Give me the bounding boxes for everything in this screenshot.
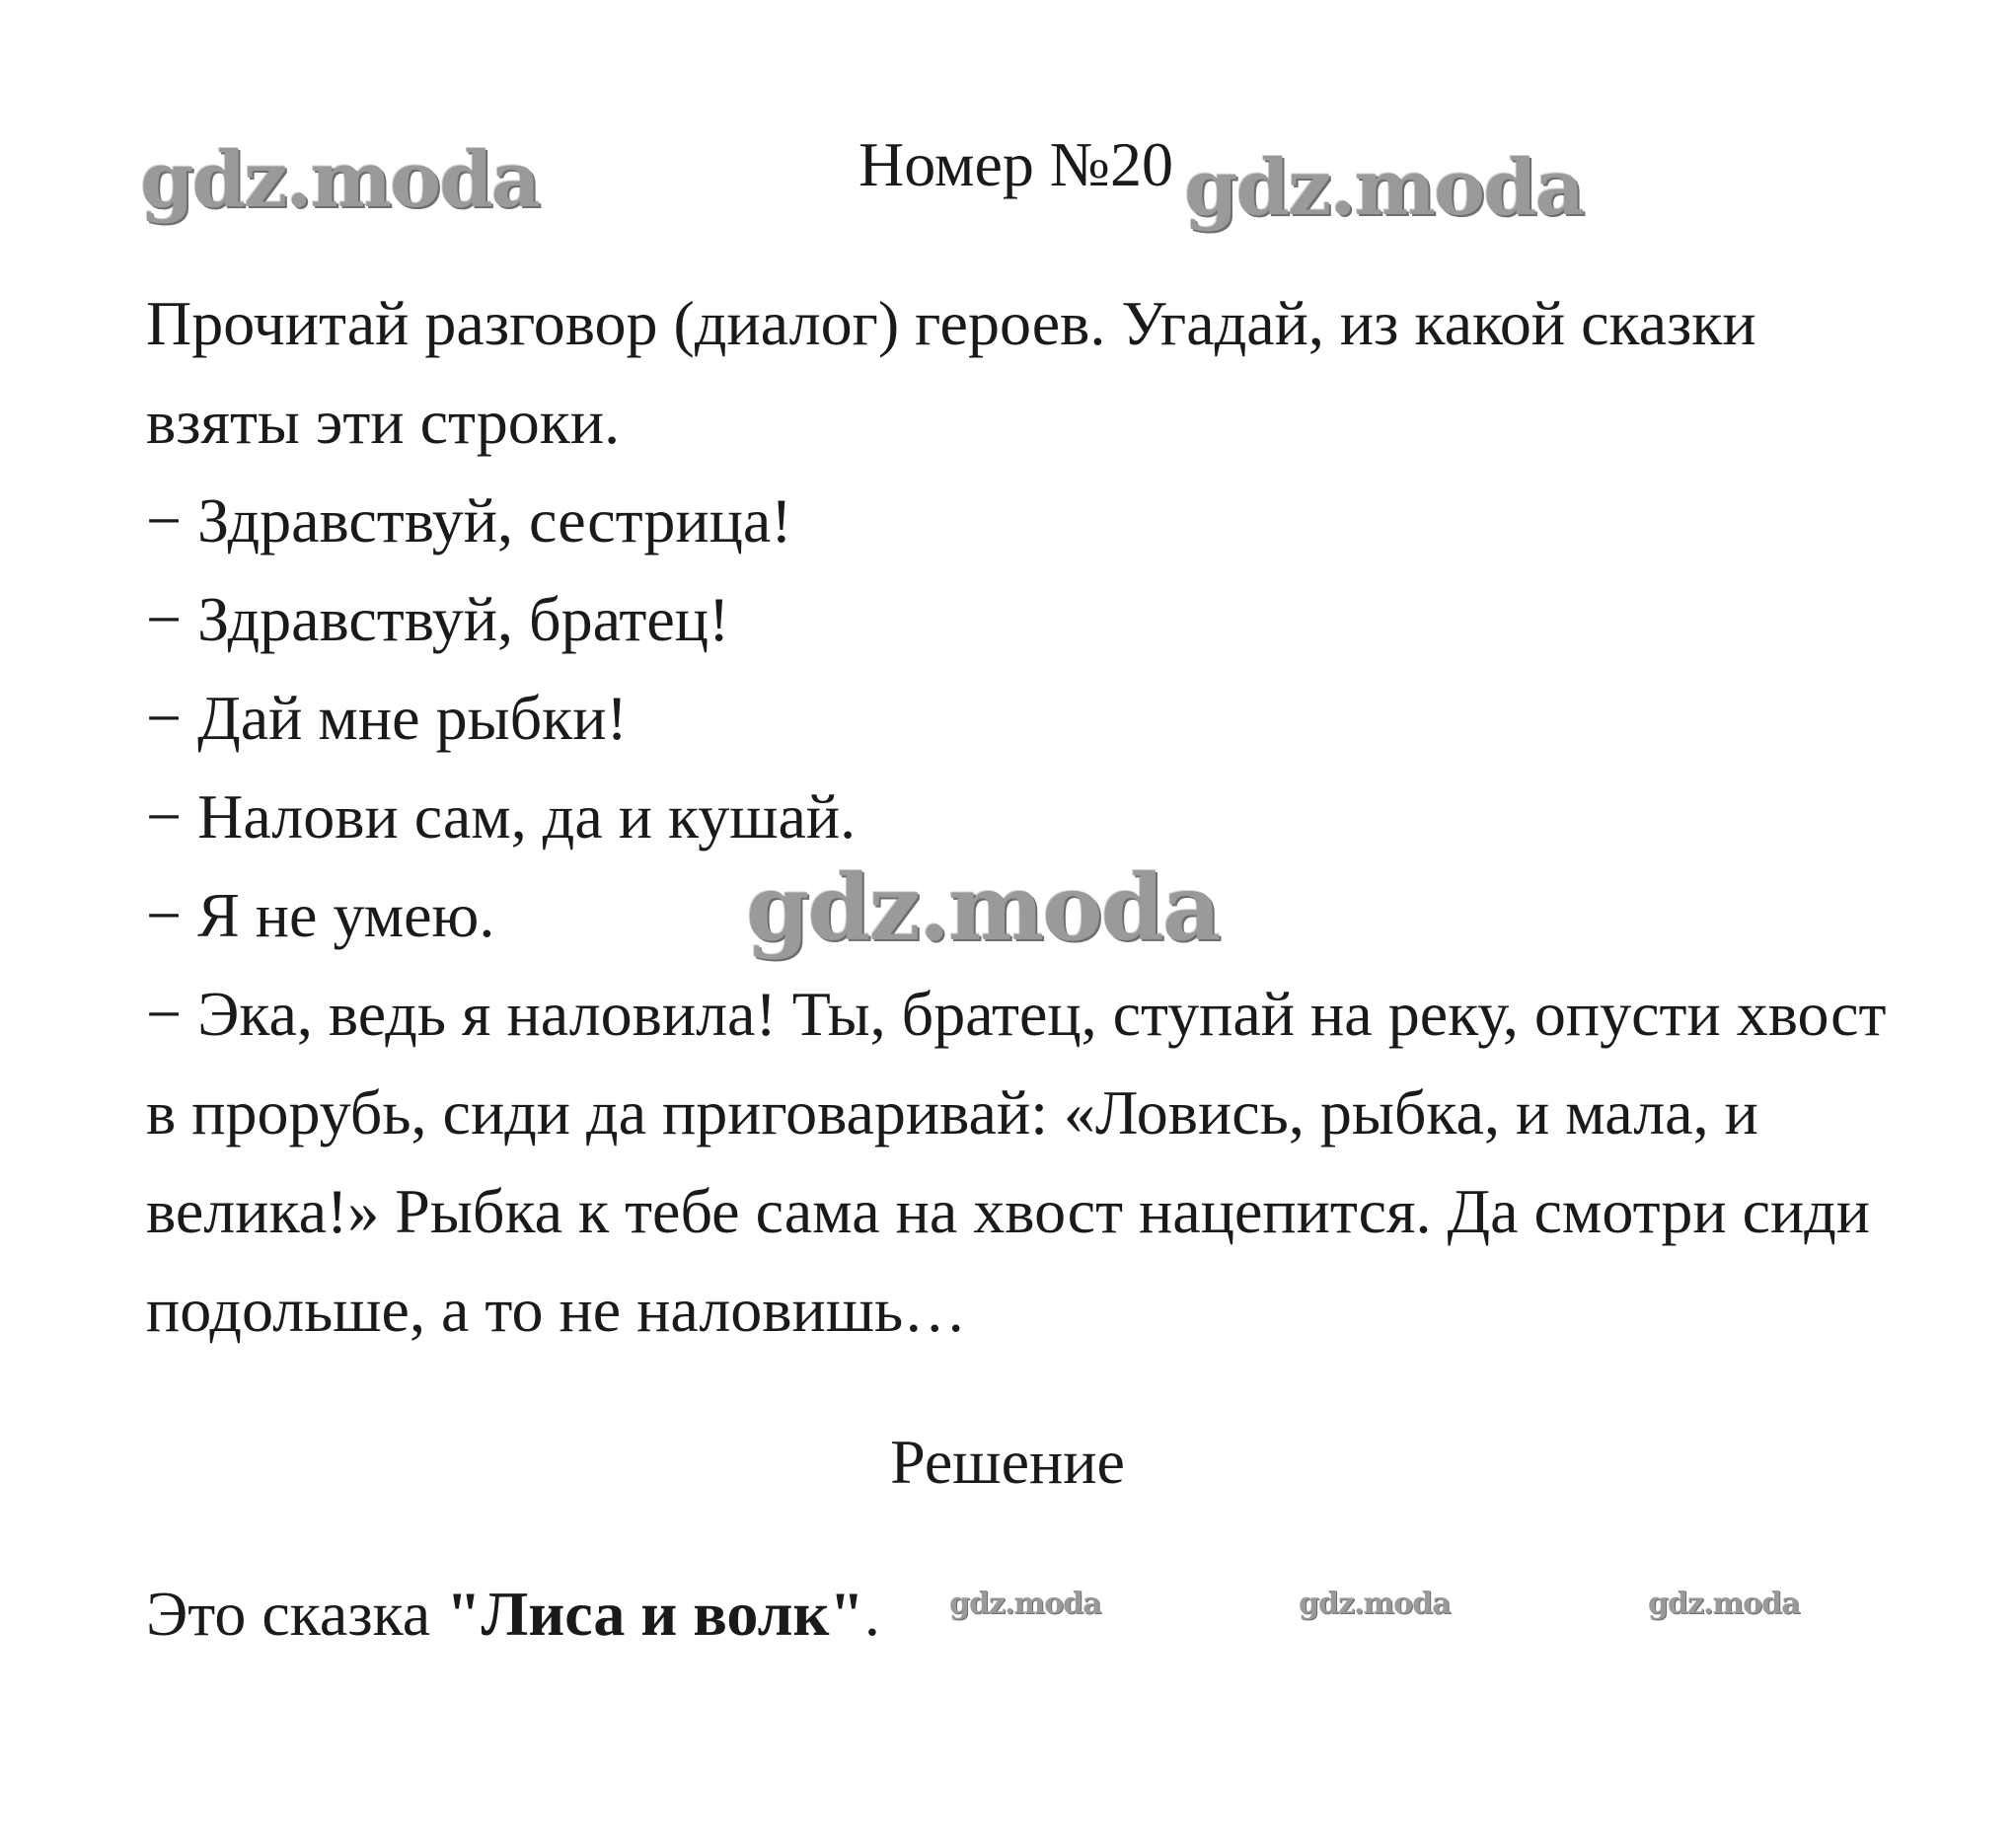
dialog-line: − Дай мне рыбки!	[146, 683, 628, 753]
solution-heading: Решение	[890, 1427, 1125, 1497]
watermark-middle: gdz.moda	[746, 854, 1220, 961]
dialog-line: − Налови сам, да и кушай.	[146, 781, 857, 851]
watermark-bottom-3: gdz.moda	[1648, 1587, 1800, 1621]
answer-title: "Лиса и волк"	[446, 1579, 864, 1649]
dialog-line: − Я не умею.	[146, 880, 495, 950]
answer-suffix: .	[863, 1579, 880, 1649]
dialog-line: − Эка, ведь я наловила! Ты, братец, ступай на реку, опусти хвост в прорубь, сиди да приговаривай: «Ловись, рыбка, и мала, и велика!» Рыбка к тебе сама на хвост нацепится. Да смотри сиди подольше, а то не наловишь…	[146, 979, 1887, 1345]
dialog-line: − Здравствуй, сестрица!	[146, 485, 792, 555]
watermark-bottom-2: gdz.moda	[1299, 1587, 1451, 1621]
watermark-top-right: gdz.moda	[1184, 143, 1584, 233]
task-text	[146, 274, 1903, 1360]
watermark-bottom-1: gdz.moda	[949, 1587, 1101, 1621]
watermark-top-left: gdz.moda	[140, 135, 540, 225]
task-instruction: Прочитай разговор (диалог) героев. Угадай, из какой сказки взяты эти строки.	[146, 288, 1756, 457]
exercise-title: Номер №20	[858, 129, 1173, 199]
answer-prefix: Это сказка	[146, 1579, 447, 1649]
dialog-line: − Здравствуй, братец!	[146, 584, 730, 654]
solution-answer	[146, 1575, 880, 1654]
